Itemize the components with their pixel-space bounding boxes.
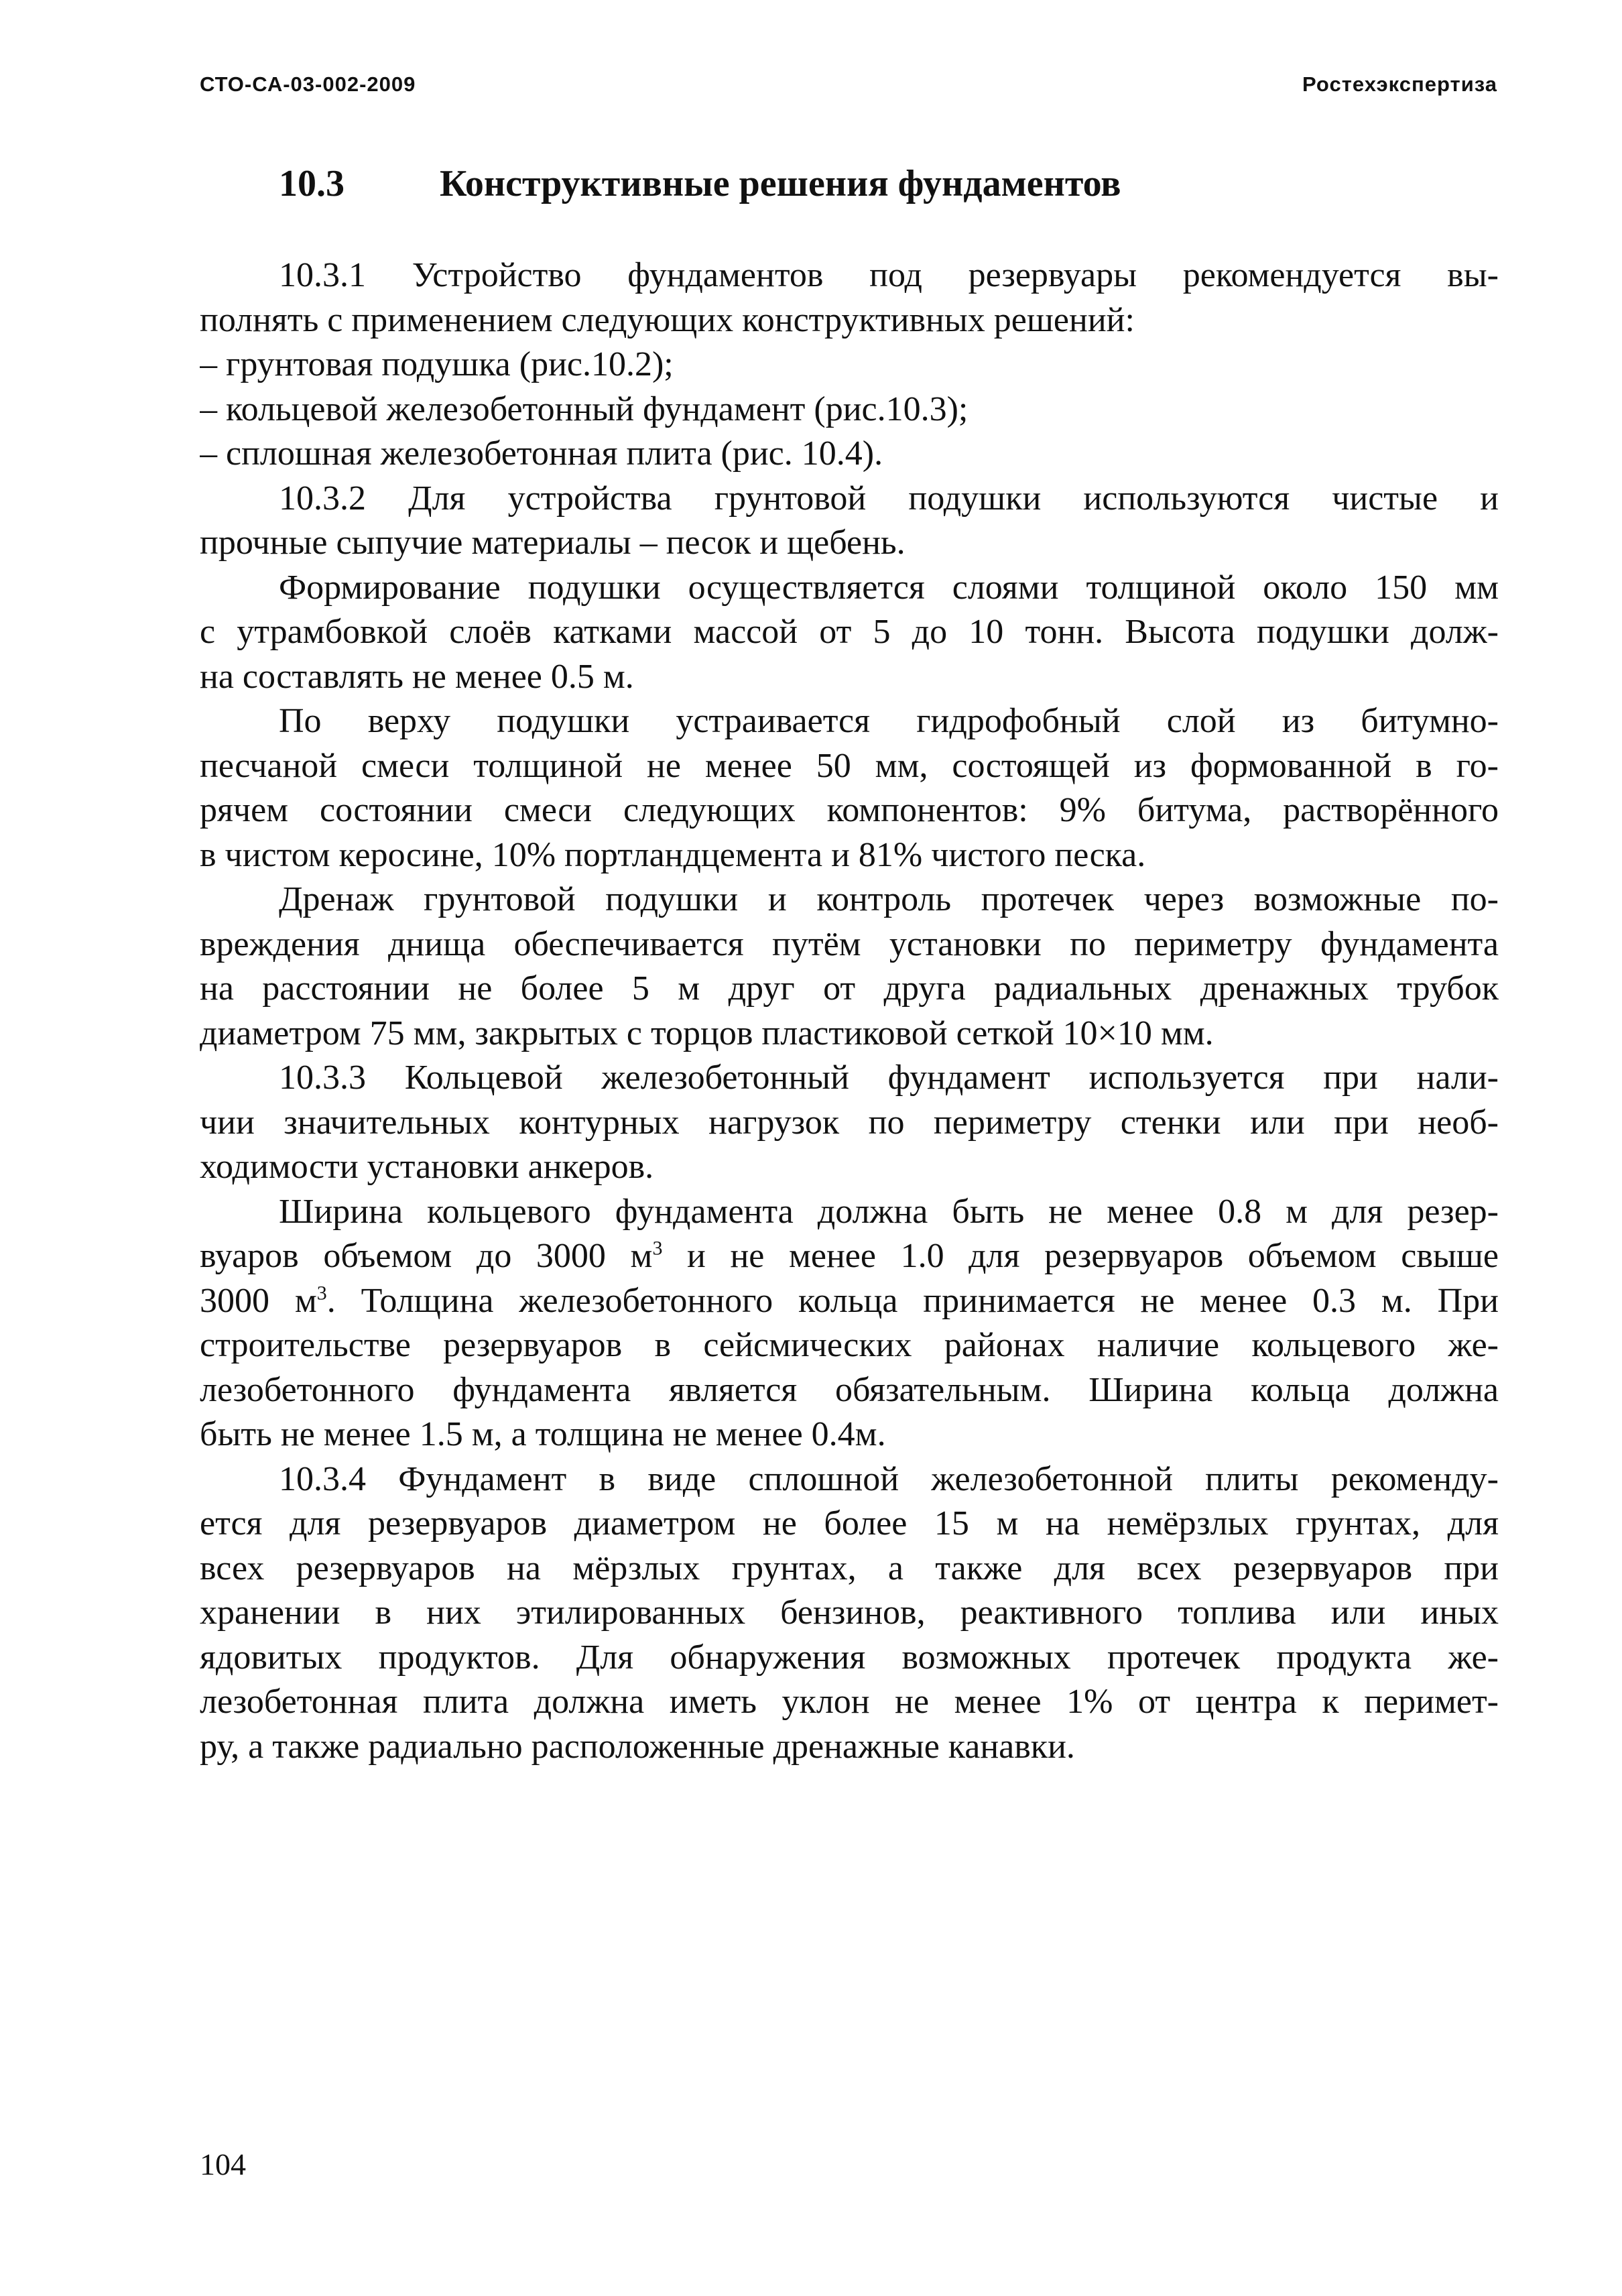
text-line (200, 1368, 1499, 1413)
text-line (200, 699, 1499, 744)
page-number: 104 (200, 2147, 246, 2181)
text-line-main: лезобетонного фундамента является обязательным. Ширина кольца должна (200, 1370, 1499, 1409)
text-line-main: рячем состоянии смеси следующих компонентов: 9% битума, растворённого (200, 791, 1499, 829)
text-line (200, 1012, 1499, 1056)
document-code: СТО-СА-03-002-2009 (200, 72, 416, 96)
text-line (200, 1323, 1499, 1368)
text-line-main: быть не менее 1.5 м, а толщина не менее 0.4м. (200, 1415, 886, 1453)
text-line (200, 298, 1499, 343)
text-line-main: 10.3.1 Устройство фундаментов под резервуары рекомендуется вы- (279, 256, 1499, 294)
text-line-main: чии значительных контурных нагрузок по периметру стенки или при необ- (200, 1103, 1499, 1142)
text-line (200, 1234, 1499, 1279)
superscript: 3 (652, 1237, 663, 1260)
text-line-main: Ширина кольцевого фундамента должна быть не менее 0.8 м для резер- (279, 1192, 1499, 1231)
text-line-main: 10.3.3 Кольцевой железобетонный фундамент используется при нали- (279, 1059, 1499, 1097)
text-line-main: полнять с применением следующих конструктивных решений: (200, 300, 1135, 339)
text-line-main: в чистом керосине, 10% портландцемента и 81% чистого песка. (200, 835, 1146, 874)
text-line (200, 343, 1499, 387)
text-line (200, 432, 1499, 477)
text-line-main: с утрамбовкой слоёв катками массой от 5 до 10 тонн. Высота подушки долж- (200, 613, 1499, 651)
text-line (200, 610, 1499, 655)
text-line-main: песчаной смеси толщиной не менее 50 мм, состоящей из формованной в го- (200, 746, 1499, 785)
text-line (200, 1145, 1499, 1190)
text-line-main: на расстоянии не более 5 м друг от друга радиальных дренажных трубок (200, 969, 1499, 1008)
text-line (200, 655, 1499, 700)
section-number: 10.3 (279, 163, 345, 204)
text-line (200, 477, 1499, 522)
text-line (200, 922, 1499, 967)
text-line-main: ядовитых продуктов. Для обнаружения возможных протечек продукта же- (200, 1638, 1499, 1677)
text-line-main: Дренаж грунтовой подушки и контроль протечек через возможные по- (279, 880, 1499, 918)
body-text (200, 253, 1499, 1769)
text-line (200, 1457, 1499, 1502)
section-heading (279, 165, 1121, 202)
text-line (200, 1636, 1499, 1681)
text-line-main: ходимости установки анкеров. (200, 1148, 654, 1186)
section-title: Конструктивные решения фундаментов (440, 163, 1121, 204)
text-line-main: всех резервуаров на мёрзлых грунтах, а также для всех резервуаров при (200, 1549, 1499, 1587)
text-line (200, 1725, 1499, 1770)
text-line (200, 1279, 1499, 1324)
text-line (200, 1101, 1499, 1146)
text-line (200, 1591, 1499, 1636)
text-line (200, 1547, 1499, 1591)
text-line-main: прочные сыпучие материалы – песок и щебень. (200, 524, 906, 562)
text-line-main: – сплошная железобетонная плита (рис. 10.4). (200, 434, 883, 473)
text-line-main: хранении в них этилированных бензинов, реактивного топлива или иных (200, 1593, 1499, 1632)
text-line-main: строительстве резервуаров в сейсмических районах наличие кольцевого же- (200, 1326, 1499, 1364)
text-line-main: вреждения днища обеспечивается путём установки по периметру фундамента (200, 924, 1499, 963)
text-line-rest: . Толщина железобетонного кольца принимается не менее 0.3 м. При (326, 1281, 1499, 1320)
text-line-main: вуаров объемом до 3000 м (200, 1237, 653, 1275)
text-line (200, 566, 1499, 611)
text-line-main: ется для резервуаров диаметром не более 15 м на немёрзлых грунтах, для (200, 1504, 1499, 1543)
text-line (200, 1190, 1499, 1235)
text-line (200, 744, 1499, 789)
text-line-main: 10.3.4 Фундамент в виде сплошной железобетонной плиты рекоменду- (279, 1459, 1499, 1498)
text-line (200, 878, 1499, 922)
text-line-main: ру, а также радиально расположенные дренажные канавки. (200, 1727, 1075, 1766)
text-line-main: 10.3.2 Для устройства грунтовой подушки используются чистые и (279, 479, 1499, 518)
text-line (200, 833, 1499, 878)
text-line (200, 521, 1499, 566)
text-line-main: диаметром 75 мм, закрытых с торцов пластиковой сеткой 10×10 мм. (200, 1014, 1214, 1052)
text-line-main: По верху подушки устраивается гидрофобный слой из битумно- (279, 702, 1499, 740)
text-line-main: – грунтовая подушка (рис.10.2); (200, 345, 674, 383)
text-line (200, 253, 1499, 298)
text-line-rest: и не менее 1.0 для резервуаров объемом свыше (662, 1237, 1499, 1275)
text-line-main: на составлять не менее 0.5 м. (200, 657, 634, 696)
text-line-main: лезобетонная плита должна иметь уклон не менее 1% от центра к перимет- (200, 1683, 1499, 1721)
organization-name: Ростехэкспертиза (1302, 72, 1497, 96)
text-line (200, 1412, 1499, 1457)
page-header (200, 72, 1497, 106)
text-line (200, 1056, 1499, 1101)
text-line (200, 788, 1499, 833)
text-line (200, 1680, 1499, 1725)
text-line-main: – кольцевой железобетонный фундамент (рис.10.3); (200, 389, 969, 428)
superscript: 3 (316, 1282, 327, 1305)
text-line (200, 1502, 1499, 1547)
text-line-main: 3000 м (200, 1281, 317, 1320)
text-line (200, 967, 1499, 1012)
text-line-main: Формирование подушки осуществляется слоями толщиной около 150 мм (279, 568, 1499, 607)
text-line (200, 387, 1499, 432)
